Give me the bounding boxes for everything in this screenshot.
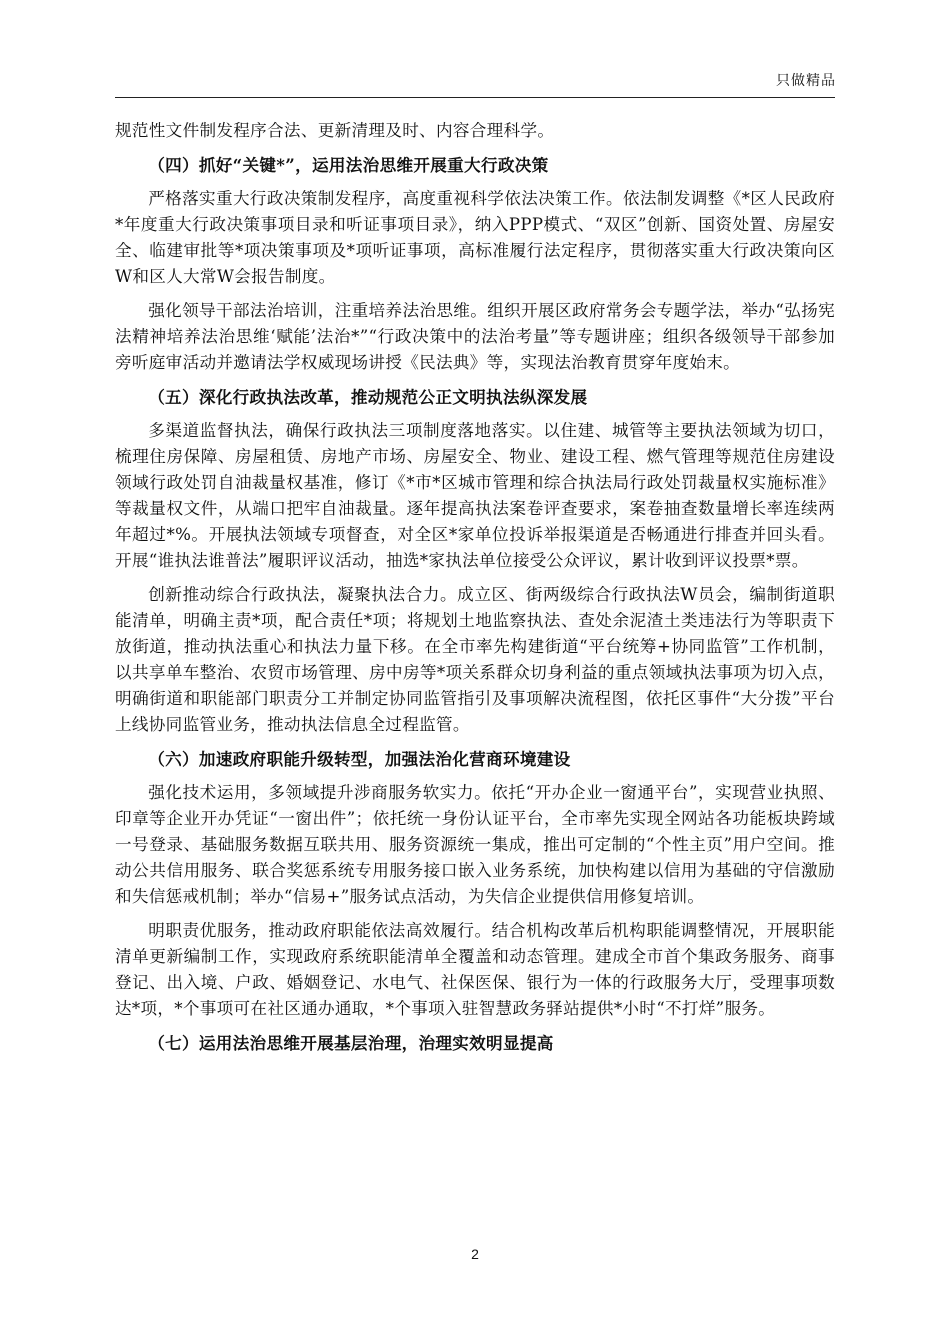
section-heading-5: （五）深化行政执法改革，推动规范公正文明执法纵深发展 [148, 387, 588, 407]
paragraph: 强化技术运用，多领域提升涉商服务软实力。依托“开办企业一窗通平台”，实现营业执照、印章等企业开办凭证“一窗出件”；依托统一身份认证平台，全市率先实现全网站各功能板块跨域一号登录、基础服务数据互联共用、服务资源统一集成，推出可定制的“个性主页”用户空间。推动公共信用服务、联合奖惩系统专用服务接口嵌入业务系统，加快构建以信用为基础的守信激励和失信惩戒机制；举办“信易+”服务试点活动，为失信企业提供信用修复培训。 [115, 783, 835, 906]
document-body [115, 118, 835, 1064]
paragraph: 多渠道监督执法，确保行政执法三项制度落地落实。以住建、城管等主要执法领域为切口，梳理住房保障、房屋租赁、房地产市场、房屋安全、物业、建设工程、燃气管理等规范住房建设领域行政处罚自油裁量权基准，修订《*市*区城市管理和综合执法局行政处罚裁量权实施标准》等裁量权文件，从端口把牢自油裁量。逐年提高执法案卷评查要求，案卷抽查数量增长率连续两年超过*%。开展执法领域专项督查，对全区*家单位投诉举报渠道是否畅通进行排查并回头看。开展“谁执法谁普法”履职评议活动，抽选*家执法单位接受公众评议，累计收到评议投票*票。 [115, 421, 835, 570]
page-number: 2 [471, 1246, 479, 1262]
section-heading-6: （六）加速政府职能升级转型，加强法治化营商环境建设 [148, 749, 571, 769]
paragraph: 创新推动综合行政执法，凝聚执法合力。成立区、街两级综合行政执法W员会，编制街道职能清单，明确主责*项，配合责任*项；将规划土地监察执法、查处余泥渣土类违法行为等职责下放街道，推动执法重心和执法力量下移。在全市率先构建街道“平台统筹+协同监管”工作机制，以共享单车整治、农贸市场管理、房中房等*项关系群众切身利益的重点领域执法事项为切入点，明确街道和职能部门职责分工并制定协同监管指引及事项解决流程图，依托区事件“大分拨”平台上线协同监管业务，推动执法信息全过程监管。 [115, 585, 835, 734]
section-heading-7: （七）运用法治思维开展基层治理，治理实效明显提高 [148, 1033, 554, 1053]
page-header: 只做精品 [776, 73, 836, 89]
paragraph: 严格落实重大行政决策制发程序，高度重视科学依法决策工作。依法制发调整《*区人民政府*年度重大行政决策事项目录和听证事项目录》，纳入PPP模式、“双区”创新、国资处置、房屋安全、临建审批等*项决策事项及*项听证事项，高标准履行法定程序，贯彻落实重大行政决策向区W和区人大常W会报告制度。 [115, 189, 835, 286]
section-heading-4: （四）抓好“关键*”，运用法治思维开展重大行政决策 [148, 155, 549, 175]
paragraph: 规范性文件制发程序合法、更新清理及时、内容合理科学。 [115, 121, 555, 140]
header-divider [115, 97, 835, 98]
paragraph: 明职责优服务，推动政府职能依法高效履行。结合机构改革后机构职能调整情况，开展职能清单更新编制工作，实现政府系统职能清单全覆盖和动态管理。建成全市首个集政务服务、商事登记、出入境、户政、婚姻登记、水电气、社保医保、银行为一体的行政服务大厅，受理事项数达*项，*个事项可在社区通办通取，*个事项入驻智慧政务驿站提供*小时“不打烊”服务。 [115, 921, 835, 1018]
paragraph: 强化领导干部法治培训，注重培养法治思维。组织开展区政府常务会专题学法，举办“弘扬宪法精神培养法治思维‘赋能’法治*”“行政决策中的法治考量”等专题讲座；组织各级领导干部参加旁听庭审活动并邀请法学权威现场讲授《民法典》等，实现法治教育贯穿年度始末。 [115, 301, 835, 372]
